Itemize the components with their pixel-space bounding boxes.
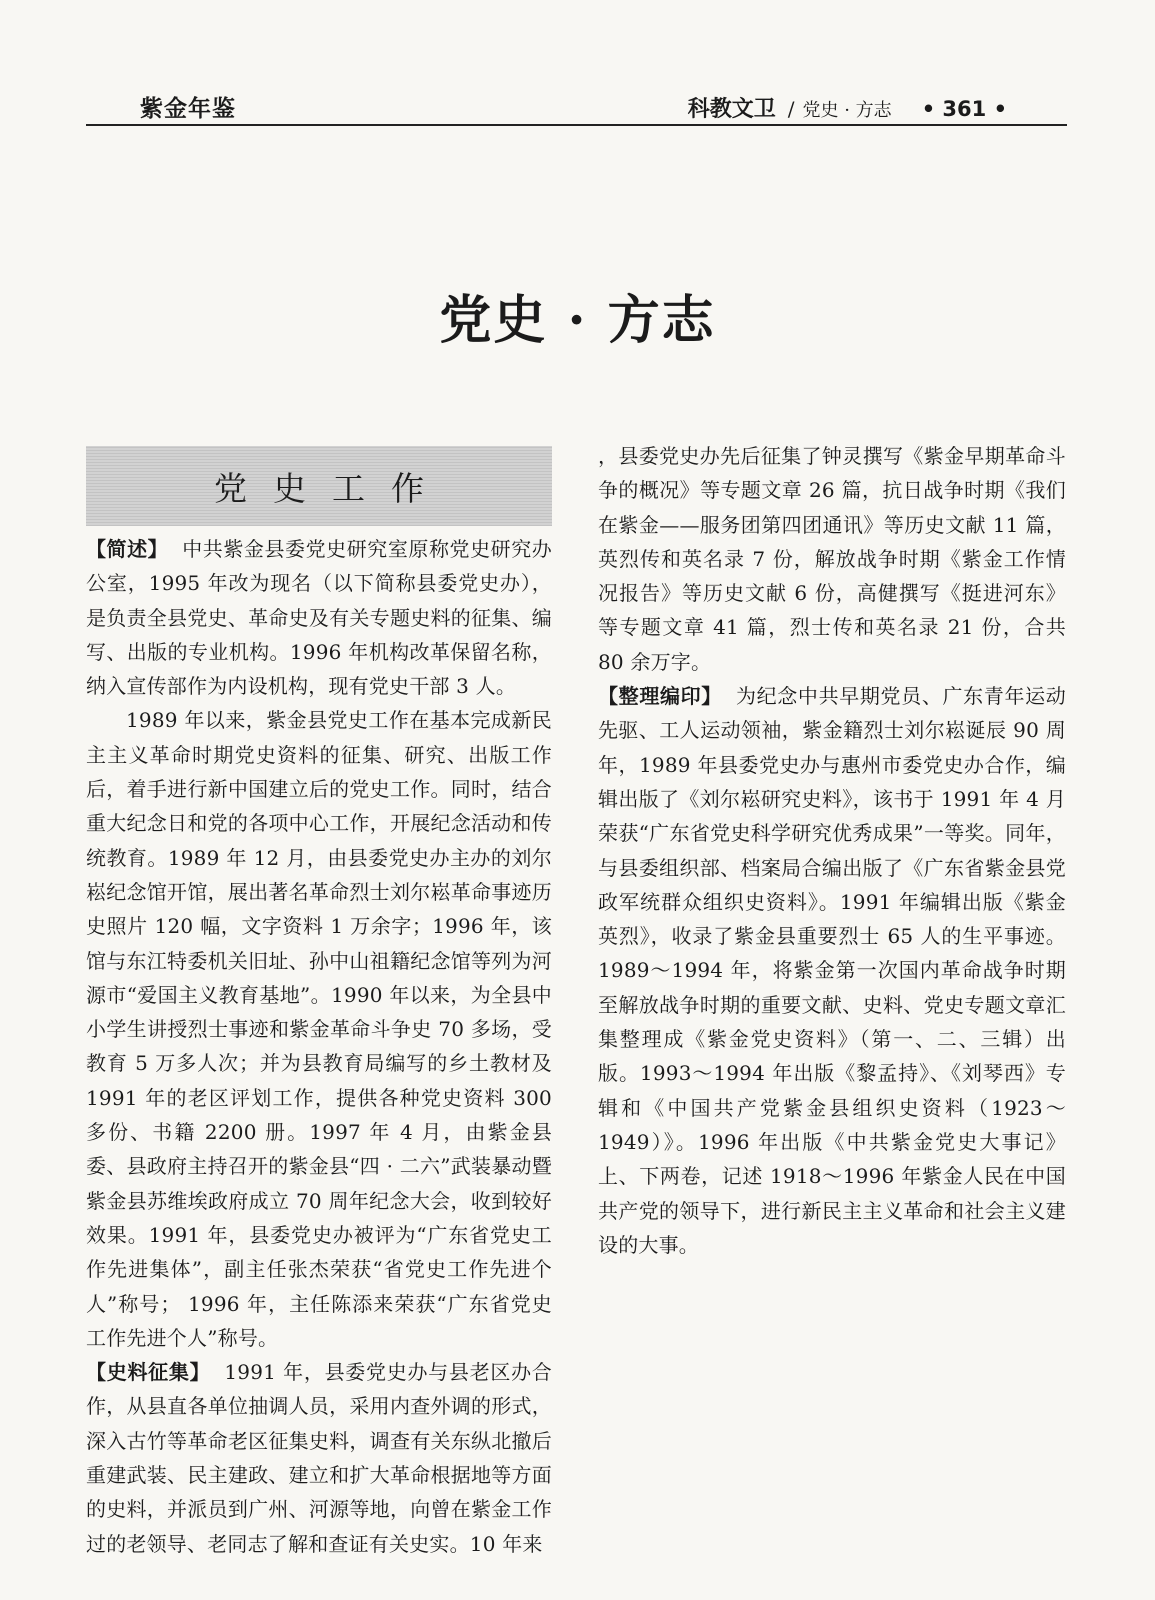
header-rule <box>86 124 1067 126</box>
collection-text-rest: ，县委党史办先后征集了钟灵撰写《紫金早期革命斗争的概况》等专题文章 26 篇，抗日战争时期《我们在紫金——服务团第四团通讯》等历史文献 11 篇，英烈传和英名录 7 份，解放战争时期《紫金工作情况报告》等历史文献 6 份，高健撰写《挺进河东》等专题文章 41 篇，烈士传和英名录 21 份，合共 80 余万字。 <box>598 444 1066 674</box>
right-column <box>598 439 1066 1262</box>
compile-tag: 【整理编印】 <box>598 684 722 709</box>
running-head-section: 科教文卫 <box>687 97 776 122</box>
compile-text: 为纪念中共早期党员、广东青年运动先驱、工人运动领袖，紫金籍烈士刘尔崧诞辰 90 周年，1989 年县委党史办与惠州市委党史办合作，编辑出版了《刘尔崧研究史料》，该书于 1991 年 4 月荣获“广东省党史科学研究优秀成果”一等奖。同年，与县委组织部、档案局合编出版了《广东省紫金县党政军统群众组织史资料》。1991 年编辑出版《紫金英烈》，收录了紫金县重要烈士 65 人的生平事迹。1989～1994 年，将紫金第一次国内革命战争时期至解放战争时期的重要文献、史料、党史专题文章汇集整理成《紫金党史资料》（第一、二、三辑）出版。1993～1994 年出版《黎孟持》、《刘琴西》专辑和《中国共产党紫金县组织史资料（1923～1949）》。1996 年出版《中共紫金党史大事记》上、下两卷，记述 1918～1996 年紫金人民在中国共产党的领导下，进行新民主主义革命和社会主义建设的大事。 <box>598 684 1067 1257</box>
running-head-right <box>688 92 1007 123</box>
collection-text-start: 1991 年，县委党史办与县老区办合作，从县直各单位抽调人员，采用内查外调的形式，深入古竹等革命老区征集史料，调查有关东纵北撤后重建武装、民主建政、建立和扩大革命根据地等方面的史料，并派员到广州、河源等地，向曾在紫金工作过的老领导、老同志了解和查证有关史实。10 年来 <box>86 1360 552 1556</box>
overview-paragraph <box>86 532 552 703</box>
page-title: 党史 · 方志 <box>439 290 716 351</box>
running-head-separator: / <box>787 97 795 121</box>
running-head-book-title: 紫金年鉴 <box>140 96 236 122</box>
collection-paragraph <box>86 1355 552 1561</box>
section-heading: 党史工作 <box>214 468 450 508</box>
overview-text: 中共紫金县委党史研究室原称党史研究办公室，1995 年改为现名（以下简称县委党史办），是负责全县党史、革命史及有关专题史料的征集、编写、出版的专业机构。1996 年机构改革保留名称，纳入宣传部作为内设机构，现有党史干部 3 人。 <box>86 537 552 699</box>
compile-paragraph <box>598 679 1066 1262</box>
section-banner <box>86 446 552 526</box>
left-column <box>86 532 552 1561</box>
running-head-subsection: 党史 · 方志 <box>802 100 892 121</box>
collection-tag: 【史料征集】 <box>86 1360 211 1385</box>
collection-paragraph-continued <box>598 439 1066 679</box>
page-number: • 361 • <box>921 97 1007 121</box>
overview-tag: 【简述】 <box>86 537 169 561</box>
history-paragraph: 1989 年以来，紫金县党史工作在基本完成新民主主义革命时期党史资料的征集、研究、出版工作后，着手进行新中国建立后的党史工作。同时，结合重大纪念日和党的各项中心工作，开展纪念活动和传统教育。1989 年 12 月，由县委党史办主办的刘尔崧纪念馆开馆，展出著名革命烈士刘尔崧革命事迹历史照片 120 幅，文字资料 1 万余字；1996 年，该馆与东江特委机关旧址、孙中山祖籍纪念馆等列为河源市“爱国主义教育基地”。1990 年以来，为全县中小学生讲授烈士事迹和紫金革命斗争史 70 多场，受教育 5 万多人次；并为县教育局编写的乡土教材及 1991 年的老区评划工作，提供各种党史资料 300 多份、书籍 2200 册。1997 年 4 月，由紫金县委、县政府主持召开的紫金县“四 · 二六”武装暴动暨紫金县苏维埃政府成立 70 周年纪念大会，收到较好效果。1991 年，县委党史办被评为“广东省党史工作先进集体”，副主任张杰荣获“省党史工作先进个人”称号； 1996 年，主任陈添来荣获“广东省党史工作先进个人”称号。 <box>86 708 552 1350</box>
